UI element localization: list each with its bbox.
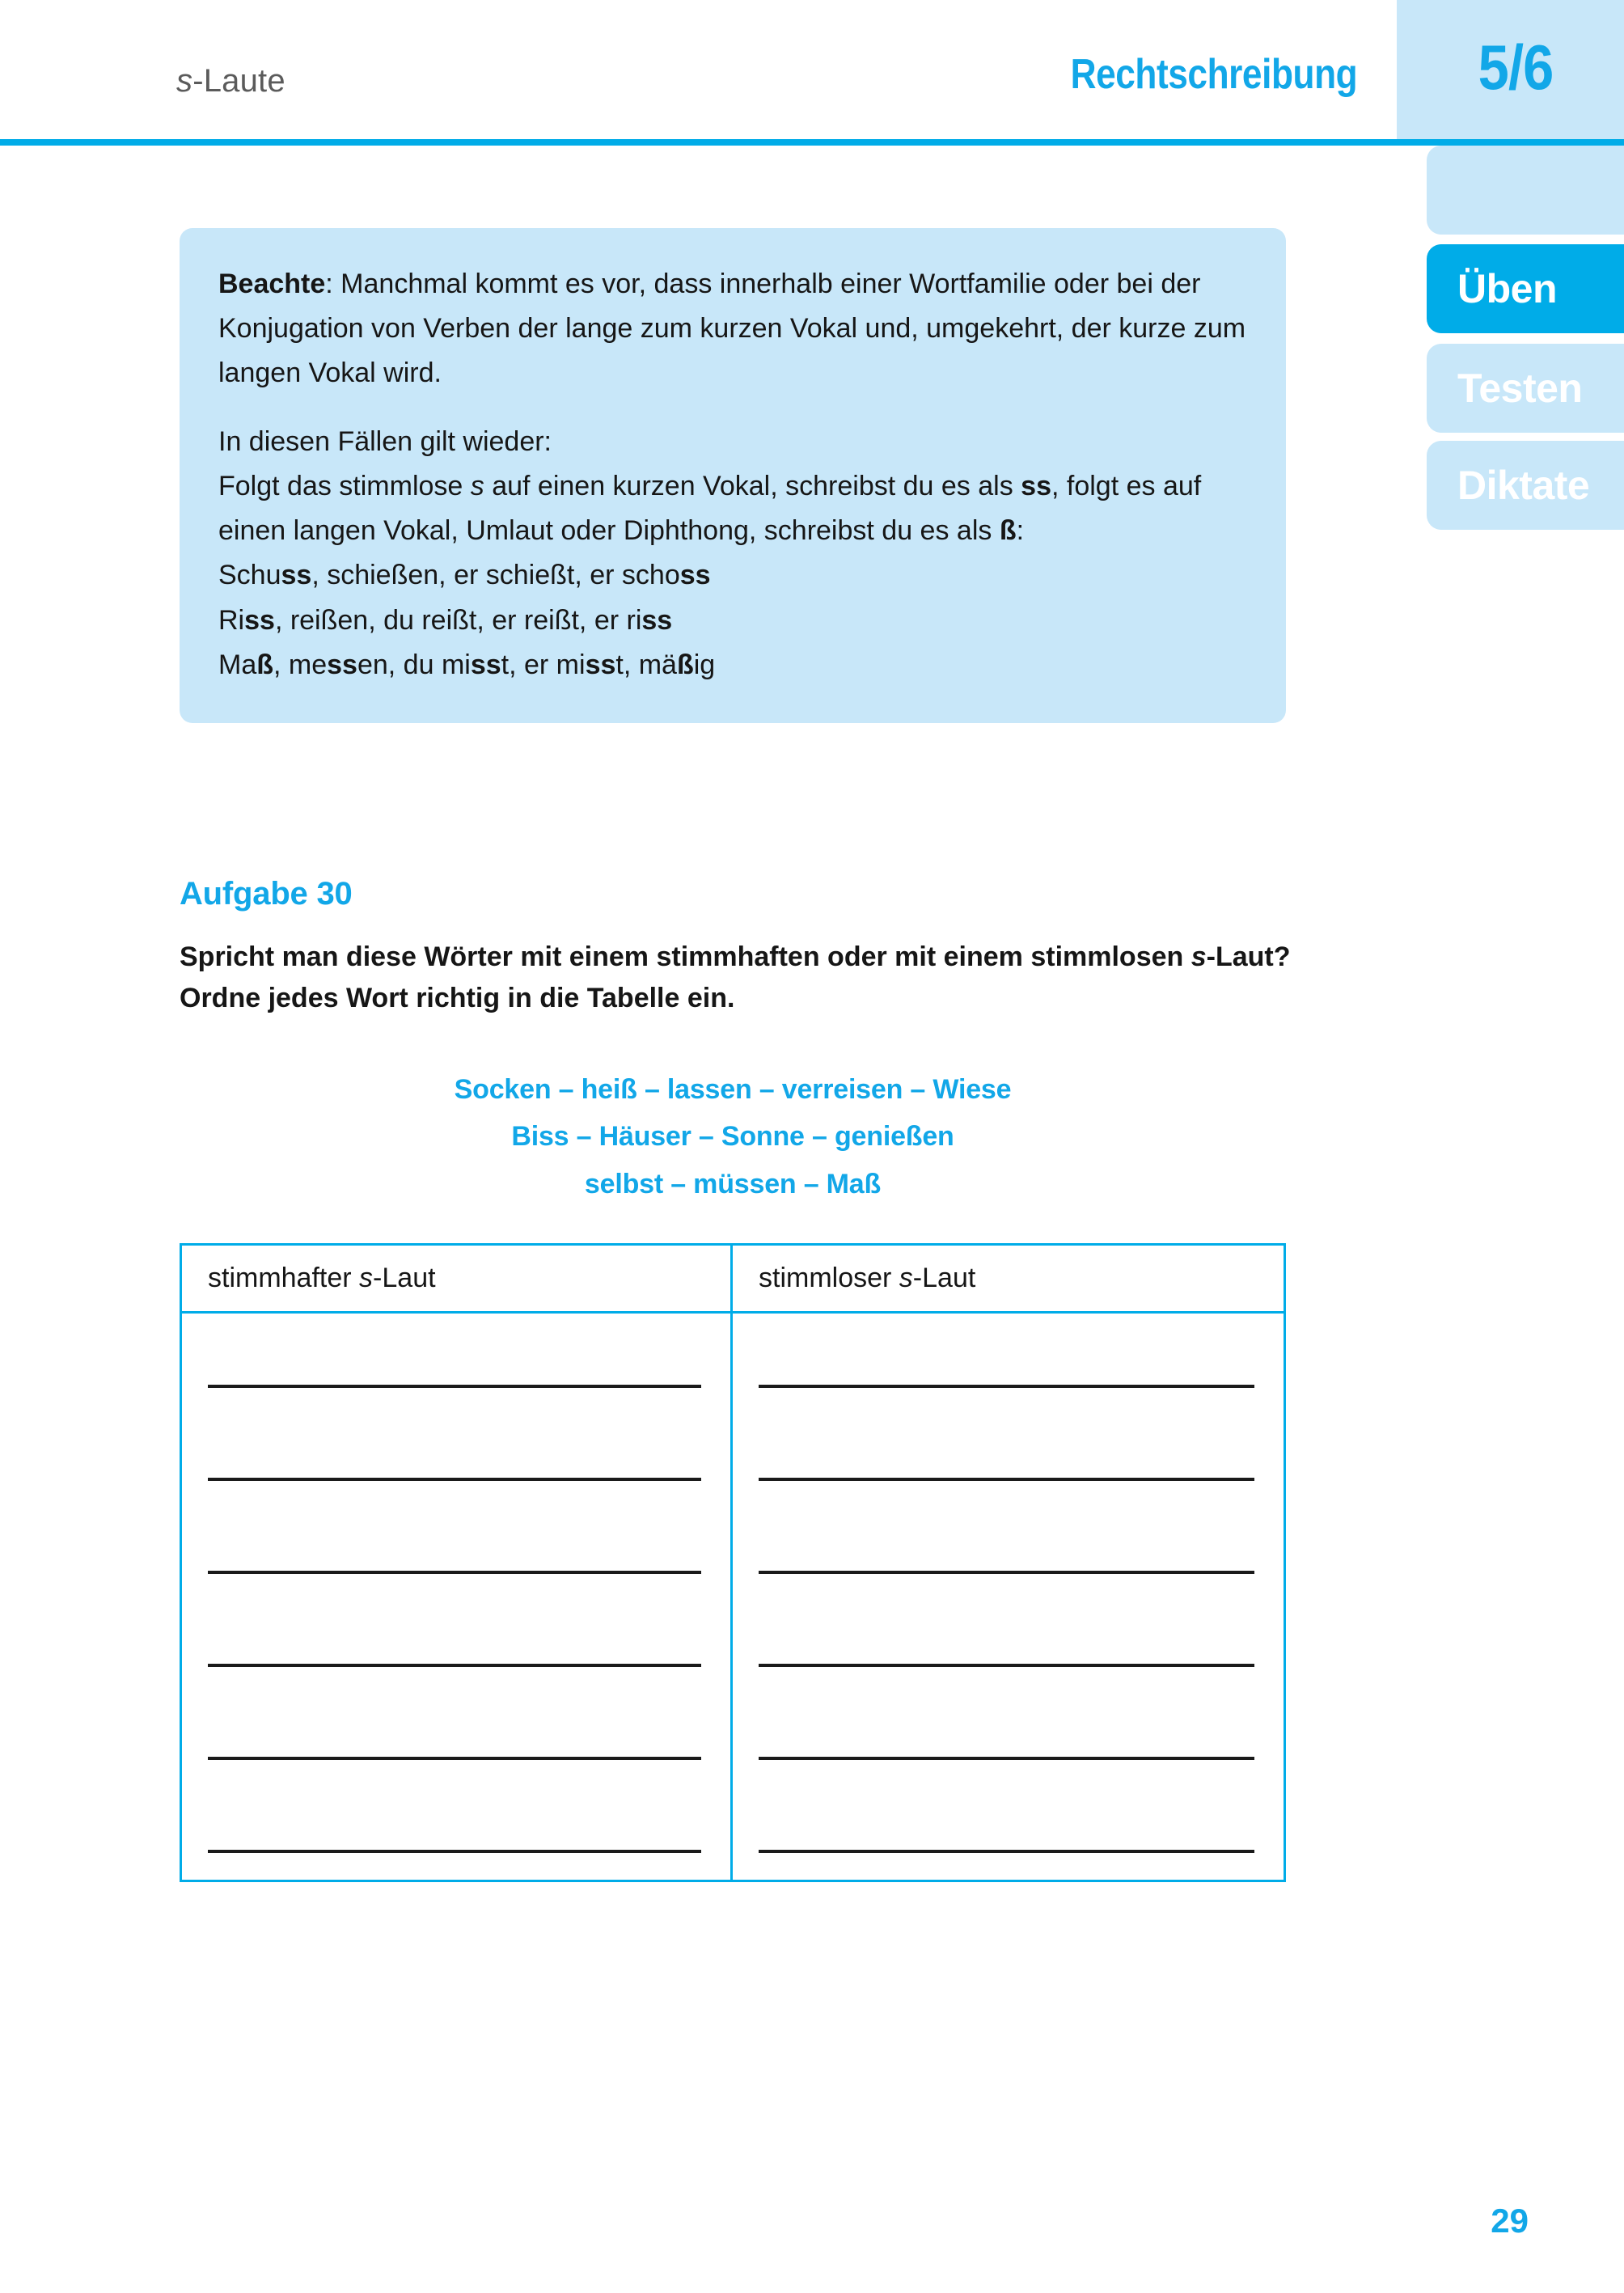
page-topic-rest: -Laute — [192, 63, 285, 99]
word-bank-line: selbst – müssen – Maß — [584, 1168, 882, 1199]
word-bank — [180, 1066, 1286, 1208]
info-example-1: Schuss, schießen, er schießt, er schoss — [218, 560, 711, 591]
task-instruction-italic-s: s — [1191, 941, 1207, 972]
header-text-a: stimmloser — [759, 1263, 899, 1293]
task-instruction — [180, 937, 1296, 1019]
writing-line[interactable] — [208, 1664, 701, 1667]
info-rule-intro: In diesen Fällen gilt wieder: — [218, 426, 552, 458]
info-rule-italic-s: s — [470, 471, 484, 502]
answer-column-header-label — [759, 1263, 975, 1294]
info-rule-part-d: : — [1016, 515, 1025, 547]
writing-line[interactable] — [208, 1478, 701, 1481]
beachte-info-box — [180, 228, 1286, 723]
header-italic-s: s — [899, 1263, 913, 1293]
info-rule-bold-ss: ss — [1021, 471, 1051, 502]
task-instruction-part-a: Spricht man diese Wörter mit einem stimmhaften oder mit einem stimmlosen — [180, 941, 1191, 972]
writing-line[interactable] — [759, 1571, 1254, 1574]
writing-line[interactable] — [208, 1757, 701, 1760]
tab-spacer — [1427, 146, 1624, 235]
writing-line[interactable] — [759, 1478, 1254, 1481]
answer-column-stimmlos — [733, 1246, 1284, 1880]
header-text-b: -Laut — [373, 1263, 436, 1293]
info-rule-part-c: , folgt es auf einen langen Vokal, Umlaut oder Diphthong, schreibst du es als — [218, 471, 1202, 547]
answer-column-header-label — [208, 1263, 436, 1294]
header-text-a: stimmhafter — [208, 1263, 360, 1293]
writing-line[interactable] — [759, 1664, 1254, 1667]
info-example-3: Maß, messen, du misst, er misst, mäßig — [218, 649, 716, 680]
header-divider-rule — [0, 139, 1624, 146]
info-rule-part-a: Folgt das stimmlose — [218, 471, 471, 502]
grade-level-label: 5/6 — [1478, 32, 1553, 103]
writing-line[interactable] — [759, 1385, 1254, 1388]
info-paragraph-2 — [218, 420, 1247, 687]
info-paragraph-1-text: : Manchmal kommt es vor, dass innerhalb einer Wortfamilie oder bei der Konjugation von Verben der lange zum kurzen Vokal und, umgekehrt, der kurze zum langen Vokal wird. — [218, 269, 1246, 389]
answer-column-writing-area[interactable] — [182, 1314, 730, 1880]
beachte-keyword: Beachte — [218, 269, 326, 299]
page-number: 29 — [1491, 2202, 1529, 2240]
page-topic-title — [176, 63, 285, 99]
writing-line[interactable] — [208, 1571, 701, 1574]
tab-testen[interactable] — [1427, 344, 1624, 433]
tab-diktate-label: Diktate — [1457, 463, 1590, 508]
page-header — [0, 0, 1624, 144]
answer-column-stimmhaft — [182, 1246, 733, 1880]
info-paragraph-1 — [218, 262, 1247, 396]
word-bank-line: Biss – Häuser – Sonne – genießen — [511, 1121, 954, 1153]
answer-column-header — [182, 1246, 730, 1314]
word-bank-line: Socken – heiß – lassen – verreisen – Wiese — [454, 1074, 1012, 1105]
header-text-b: -Laut — [912, 1263, 976, 1293]
task-instruction-part-b: -Laut? Ordne jedes Wort richtig in die Tabelle ein. — [180, 941, 1291, 1013]
info-rule-bold-sz: ß — [999, 515, 1017, 547]
answer-column-header — [733, 1246, 1284, 1314]
page-topic-italic-s: s — [176, 63, 193, 99]
answer-column-writing-area[interactable] — [733, 1314, 1284, 1880]
writing-line[interactable] — [208, 1385, 701, 1388]
subject-title: Rechtschreibung — [1070, 51, 1357, 98]
info-rule-part-b: auf einen kurzen Vokal, schreibst du es als — [484, 471, 1021, 502]
info-example-2: Riss, reißen, du reißt, er reißt, er riss — [218, 604, 673, 636]
tab-diktate[interactable] — [1427, 441, 1624, 530]
writing-line[interactable] — [759, 1850, 1254, 1853]
header-italic-s: s — [359, 1263, 374, 1293]
tab-ueben[interactable] — [1427, 244, 1624, 333]
writing-line[interactable] — [208, 1850, 701, 1853]
tab-testen-label: Testen — [1457, 366, 1583, 411]
answer-table — [180, 1243, 1286, 1882]
task-heading: Aufgabe 30 — [180, 876, 353, 912]
writing-line[interactable] — [759, 1757, 1254, 1760]
tab-ueben-label: Üben — [1457, 266, 1557, 311]
